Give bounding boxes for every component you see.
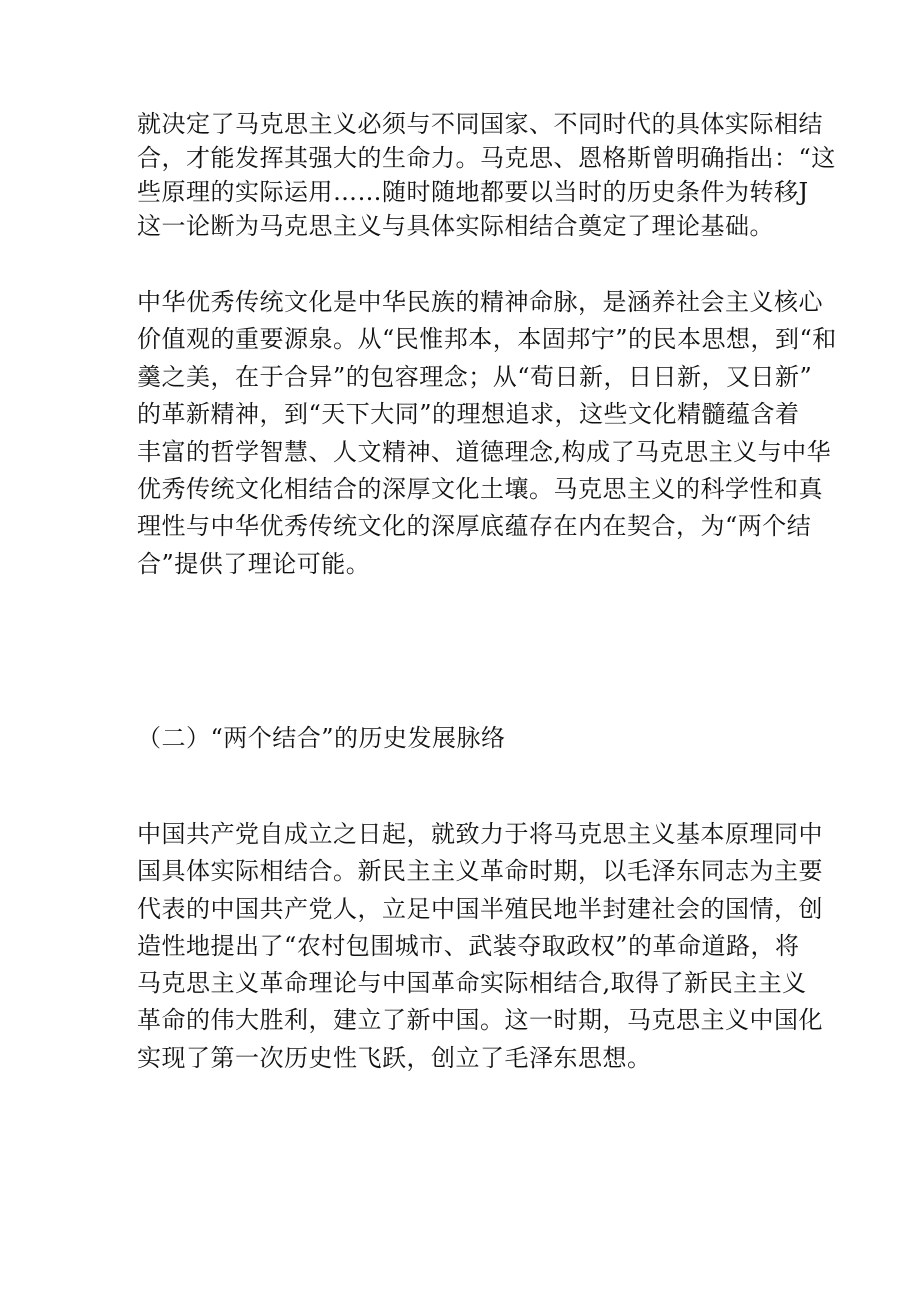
section-heading-text: （二）“两个结合”的历史发展脉络	[137, 724, 506, 752]
section-heading	[137, 721, 797, 755]
text-line: 些原理的实际运用……随时随地都要以当时的历史条件为转移J	[137, 178, 809, 206]
paragraph-2	[137, 285, 837, 584]
text-line: 的革新精神，到“天下大同”的理想追求，这些文化精髓蕴含着	[137, 400, 800, 429]
text-line: 中国共产党自成立之日起，就致力于将马克思主义基本原理同中	[137, 820, 823, 848]
text-line: 中华优秀传统文化是中华民族的精神命脉，是涵养社会主义核心	[137, 288, 823, 316]
text-line: 羹之美，在于合异”的包容理念；从“荀日新，日日新，又日新”	[137, 362, 813, 391]
text-line: 这一论断为马克思主义与具体实际相结合奠定了理论基础。	[137, 212, 774, 240]
text-line: 实现了第一次历史性飞跃，创立了毛泽东思想。	[137, 1043, 652, 1072]
text-line: 合，才能发挥其强大的生命力。马克思、恩格斯曾明确指出：“这	[137, 144, 836, 172]
paragraph-3	[137, 817, 823, 1078]
text-line: 国具体实际相结合。新民主主义革命时期，以毛泽东同志为主要	[137, 857, 823, 886]
text-line: 理性与中华优秀传统文化的深厚底蕴存在内在契合，为“两个结	[137, 512, 812, 541]
text-line: 代表的中国共产党人，立足中国半殖民地半封建社会的国情，创	[137, 894, 823, 923]
text-line: 就决定了马克思主义必须与不同国家、不同时代的具体实际相结	[137, 110, 823, 138]
text-line: 革命的伟大胜利，建立了新中国。这一时期，马克思主义中国化	[137, 1006, 823, 1035]
text-line: 造性地提出了“农村包围城市、武装夺取政权”的革命道路，将	[137, 931, 800, 960]
paragraph-1	[137, 107, 836, 243]
text-line: 丰富的哲学智慧、人文精神、道德理念,构成了马克思主义与中华	[137, 437, 832, 466]
text-line: 马克思主义革命理论与中国革命实际相结合,取得了新民主主义	[137, 969, 807, 998]
text-line: 价值观的重要源泉。从“民惟邦本，本固邦宁”的民本思想，到“和	[137, 325, 837, 354]
text-line: 优秀传统文化相结合的深厚文化土壤。马克思主义的科学性和真	[137, 474, 823, 503]
text-line: 合”提供了理论可能。	[137, 549, 371, 578]
